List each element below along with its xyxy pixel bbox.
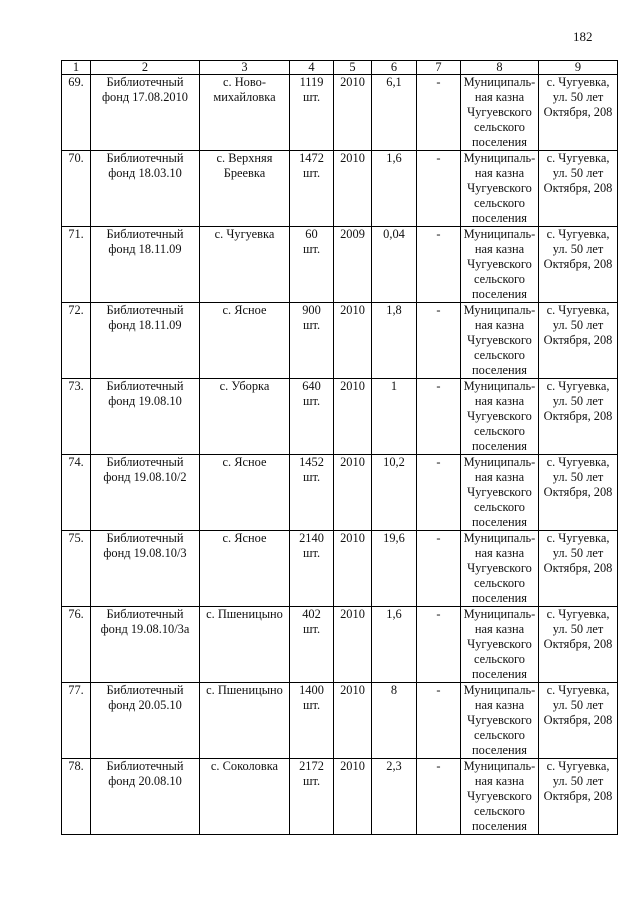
item-quantity-line: шт.: [302, 394, 321, 408]
item-address-line: с. Чугуевка,: [546, 75, 610, 89]
item-quantity-line: шт.: [302, 774, 321, 788]
item-address-line: Октября, 208: [543, 333, 613, 347]
item-name-line: фонд 19.08.10/2: [103, 470, 187, 484]
column-header: 6: [372, 61, 417, 75]
column-7-value: -: [417, 75, 461, 151]
item-owner-line: ная казна: [474, 622, 525, 636]
item-address: [539, 75, 618, 151]
item-address-line: Октября, 208: [543, 181, 613, 195]
item-name: [91, 607, 200, 683]
item-quantity-line: 1119: [299, 75, 324, 89]
item-address-line: ул. 50 лет: [552, 470, 604, 484]
item-address: [539, 379, 618, 455]
item-address-line: с. Чугуевка,: [546, 455, 610, 469]
item-name-line: фонд 18.11.09: [108, 318, 182, 332]
column-7-value: -: [417, 379, 461, 455]
item-location: [200, 531, 290, 607]
column-7-value: -: [417, 683, 461, 759]
item-value: 8: [372, 683, 417, 759]
item-owner-line: поселения: [472, 591, 527, 605]
item-location: [200, 759, 290, 835]
item-year: 2010: [334, 531, 372, 607]
item-owner-line: сельского: [473, 652, 526, 666]
column-7-value: -: [417, 455, 461, 531]
item-owner-line: поселения: [472, 819, 527, 833]
column-header: 5: [334, 61, 372, 75]
item-owner: [461, 151, 539, 227]
item-owner-line: Муниципаль-: [463, 531, 536, 545]
item-owner: [461, 607, 539, 683]
item-year: 2010: [334, 607, 372, 683]
item-quantity: [290, 531, 334, 607]
item-value: 2,3: [372, 759, 417, 835]
item-location: [200, 607, 290, 683]
item-name-line: фонд 17.08.2010: [101, 90, 188, 104]
table-row: [62, 455, 618, 531]
table-row: [62, 151, 618, 227]
row-number: 74.: [62, 455, 91, 531]
item-quantity-line: шт.: [302, 698, 321, 712]
item-address-line: ул. 50 лет: [552, 166, 604, 180]
item-value: 1: [372, 379, 417, 455]
item-owner-line: Муниципаль-: [463, 379, 536, 393]
item-owner-line: поселения: [472, 135, 527, 149]
item-name-line: Библиотечный: [106, 303, 184, 317]
item-owner: [461, 303, 539, 379]
item-owner-line: Чугуевского: [467, 485, 532, 499]
item-quantity-line: шт.: [302, 622, 321, 636]
item-value: 1,6: [372, 151, 417, 227]
row-number: 75.: [62, 531, 91, 607]
item-owner-line: сельского: [473, 348, 526, 362]
item-location-line: михайловка: [213, 90, 276, 104]
item-name-line: фонд 19.08.10: [108, 394, 182, 408]
item-address: [539, 227, 618, 303]
item-quantity-line: 2140: [299, 531, 324, 545]
item-quantity-line: шт.: [302, 166, 321, 180]
row-number: 78.: [62, 759, 91, 835]
item-owner-line: Чугуевского: [467, 637, 532, 651]
item-address: [539, 455, 618, 531]
item-location: [200, 683, 290, 759]
item-name-line: фонд 18.11.09: [108, 242, 182, 256]
column-7-value: -: [417, 151, 461, 227]
item-location-line: с. Ясное: [222, 455, 267, 469]
item-quantity-line: 402: [302, 607, 321, 621]
item-location-line: с. Уборка: [219, 379, 270, 393]
item-address-line: с. Чугуевка,: [546, 531, 610, 545]
row-number: 76.: [62, 607, 91, 683]
table-row: [62, 759, 618, 835]
column-header: 7: [417, 61, 461, 75]
item-owner-line: сельского: [473, 272, 526, 286]
item-name: [91, 75, 200, 151]
row-number: 72.: [62, 303, 91, 379]
item-address-line: Октября, 208: [543, 409, 613, 423]
item-address-line: с. Чугуевка,: [546, 379, 610, 393]
item-address-line: Октября, 208: [543, 637, 613, 651]
item-owner-line: Чугуевского: [467, 789, 532, 803]
item-name: [91, 455, 200, 531]
column-7-value: -: [417, 227, 461, 303]
item-owner: [461, 75, 539, 151]
header-row: [62, 61, 618, 75]
item-owner-line: Муниципаль-: [463, 455, 536, 469]
item-address: [539, 607, 618, 683]
item-name-line: Библиотечный: [106, 75, 184, 89]
item-quantity: [290, 455, 334, 531]
item-address: [539, 531, 618, 607]
item-location: [200, 75, 290, 151]
item-quantity-line: шт.: [302, 242, 321, 256]
item-year: 2010: [334, 455, 372, 531]
item-owner: [461, 531, 539, 607]
item-owner-line: ная казна: [474, 394, 525, 408]
item-name-line: Библиотечный: [106, 151, 184, 165]
table-row: [62, 683, 618, 759]
item-address-line: ул. 50 лет: [552, 622, 604, 636]
item-owner-line: Чугуевского: [467, 713, 532, 727]
item-address: [539, 303, 618, 379]
item-location-line: Бреевка: [223, 166, 266, 180]
table-row: [62, 607, 618, 683]
item-name-line: Библиотечный: [106, 455, 184, 469]
item-quantity-line: шт.: [302, 90, 321, 104]
item-name-line: фонд 20.05.10: [108, 698, 182, 712]
item-quantity: [290, 227, 334, 303]
item-quantity-line: 1472: [299, 151, 324, 165]
item-quantity-line: 2172: [299, 759, 324, 773]
item-owner-line: Муниципаль-: [463, 759, 536, 773]
item-address-line: с. Чугуевка,: [546, 683, 610, 697]
item-year: 2010: [334, 759, 372, 835]
item-owner-line: Чугуевского: [467, 105, 532, 119]
item-value: 6,1: [372, 75, 417, 151]
item-location-line: с. Пшеницыно: [206, 607, 283, 621]
item-year: 2009: [334, 227, 372, 303]
row-number: 70.: [62, 151, 91, 227]
item-location-line: с. Ясное: [222, 531, 267, 545]
item-name: [91, 531, 200, 607]
item-quantity-line: 60: [305, 227, 318, 241]
item-quantity-line: 640: [302, 379, 321, 393]
item-owner-line: ная казна: [474, 166, 525, 180]
item-location-line: с. Соколовка: [210, 759, 279, 773]
item-address-line: Октября, 208: [543, 561, 613, 575]
item-name-line: Библиотечный: [106, 379, 184, 393]
item-owner-line: ная казна: [474, 318, 525, 332]
item-value: 19,6: [372, 531, 417, 607]
table-row: [62, 75, 618, 151]
item-address-line: с. Чугуевка,: [546, 303, 610, 317]
item-quantity: [290, 379, 334, 455]
item-owner-line: сельского: [473, 728, 526, 742]
row-number: 69.: [62, 75, 91, 151]
item-address-line: ул. 50 лет: [552, 242, 604, 256]
item-name-line: фонд 19.08.10/3: [103, 546, 187, 560]
item-address-line: ул. 50 лет: [552, 546, 604, 560]
item-owner: [461, 227, 539, 303]
item-owner-line: поселения: [472, 743, 527, 757]
item-owner-line: Чугуевского: [467, 561, 532, 575]
table-row: [62, 227, 618, 303]
item-owner-line: сельского: [473, 500, 526, 514]
item-name: [91, 303, 200, 379]
item-address-line: Октября, 208: [543, 257, 613, 271]
item-year: 2010: [334, 379, 372, 455]
column-header: 2: [91, 61, 200, 75]
column-7-value: -: [417, 531, 461, 607]
item-quantity-line: шт.: [302, 470, 321, 484]
item-owner-line: сельского: [473, 576, 526, 590]
item-name: [91, 227, 200, 303]
item-owner-line: Чугуевского: [467, 333, 532, 347]
item-address: [539, 151, 618, 227]
item-location: [200, 227, 290, 303]
item-address-line: с. Чугуевка,: [546, 607, 610, 621]
item-quantity: [290, 683, 334, 759]
item-address-line: Октября, 208: [543, 105, 613, 119]
item-owner-line: поселения: [472, 515, 527, 529]
item-name: [91, 683, 200, 759]
item-owner-line: ная казна: [474, 546, 525, 560]
column-header: 8: [461, 61, 539, 75]
item-value: 10,2: [372, 455, 417, 531]
column-7-value: -: [417, 303, 461, 379]
item-value: 1,8: [372, 303, 417, 379]
item-year: 2010: [334, 151, 372, 227]
table-row: [62, 303, 618, 379]
item-location: [200, 303, 290, 379]
item-address-line: с. Чугуевка,: [546, 227, 610, 241]
item-owner: [461, 683, 539, 759]
page-number: 182: [573, 29, 593, 44]
item-address-line: с. Чугуевка,: [546, 759, 610, 773]
item-name-line: Библиотечный: [106, 607, 184, 621]
item-owner-line: поселения: [472, 287, 527, 301]
item-owner: [461, 455, 539, 531]
item-owner-line: Чугуевского: [467, 257, 532, 271]
item-owner-line: ная казна: [474, 242, 525, 256]
item-location: [200, 379, 290, 455]
item-value: 0,04: [372, 227, 417, 303]
column-header: 4: [290, 61, 334, 75]
item-address-line: Октября, 208: [543, 713, 613, 727]
item-name-line: фонд 20.08.10: [108, 774, 182, 788]
item-quantity-line: 1400: [299, 683, 324, 697]
item-location-line: с. Верхняя: [216, 151, 273, 165]
item-value: 1,6: [372, 607, 417, 683]
item-owner-line: поселения: [472, 363, 527, 377]
item-name-line: Библиотечный: [106, 227, 184, 241]
item-owner-line: сельского: [473, 196, 526, 210]
item-quantity: [290, 303, 334, 379]
property-table: [61, 60, 618, 835]
item-location-line: с. Чугуевка: [214, 227, 275, 241]
item-quantity: [290, 75, 334, 151]
column-header: 9: [539, 61, 618, 75]
item-location-line: с. Ясное: [222, 303, 267, 317]
item-owner-line: сельского: [473, 804, 526, 818]
item-name-line: фонд 19.08.10/3а: [100, 622, 190, 636]
table-row: [62, 531, 618, 607]
item-owner: [461, 379, 539, 455]
item-location: [200, 151, 290, 227]
column-7-value: -: [417, 759, 461, 835]
item-address-line: с. Чугуевка,: [546, 151, 610, 165]
row-number: 73.: [62, 379, 91, 455]
item-owner-line: Чугуевского: [467, 409, 532, 423]
item-address-line: Октября, 208: [543, 485, 613, 499]
item-name: [91, 379, 200, 455]
item-name: [91, 151, 200, 227]
item-owner-line: поселения: [472, 439, 527, 453]
item-address-line: ул. 50 лет: [552, 698, 604, 712]
item-address: [539, 683, 618, 759]
item-address-line: ул. 50 лет: [552, 774, 604, 788]
item-year: 2010: [334, 75, 372, 151]
item-owner-line: Муниципаль-: [463, 303, 536, 317]
item-quantity: [290, 151, 334, 227]
item-owner-line: Муниципаль-: [463, 151, 536, 165]
table-body: [62, 75, 618, 835]
item-owner-line: Муниципаль-: [463, 75, 536, 89]
item-quantity-line: шт.: [302, 546, 321, 560]
item-owner-line: сельского: [473, 424, 526, 438]
item-address-line: ул. 50 лет: [552, 90, 604, 104]
item-name: [91, 759, 200, 835]
item-address: [539, 759, 618, 835]
item-address-line: ул. 50 лет: [552, 318, 604, 332]
row-number: 77.: [62, 683, 91, 759]
item-address-line: ул. 50 лет: [552, 394, 604, 408]
item-name-line: фонд 18.03.10: [108, 166, 182, 180]
item-location: [200, 455, 290, 531]
column-header: 3: [200, 61, 290, 75]
item-year: 2010: [334, 683, 372, 759]
item-owner-line: Муниципаль-: [463, 227, 536, 241]
item-location-line: с. Пшеницыно: [206, 683, 283, 697]
item-owner-line: Муниципаль-: [463, 607, 536, 621]
item-owner-line: поселения: [472, 211, 527, 225]
item-quantity-line: шт.: [302, 318, 321, 332]
column-7-value: -: [417, 607, 461, 683]
item-owner-line: ная казна: [474, 698, 525, 712]
row-number: 71.: [62, 227, 91, 303]
item-name-line: Библиотечный: [106, 759, 184, 773]
item-owner: [461, 759, 539, 835]
item-owner-line: сельского: [473, 120, 526, 134]
item-name-line: Библиотечный: [106, 531, 184, 545]
item-owner-line: ная казна: [474, 774, 525, 788]
item-owner-line: ная казна: [474, 90, 525, 104]
item-owner-line: Чугуевского: [467, 181, 532, 195]
item-location-line: с. Ново-: [223, 75, 266, 89]
item-name-line: Библиотечный: [106, 683, 184, 697]
column-header: 1: [62, 61, 91, 75]
item-owner-line: Муниципаль-: [463, 683, 536, 697]
item-quantity-line: 1452: [299, 455, 324, 469]
table-row: [62, 379, 618, 455]
item-address-line: Октября, 208: [543, 789, 613, 803]
item-quantity-line: 900: [302, 303, 321, 317]
item-year: 2010: [334, 303, 372, 379]
item-quantity: [290, 759, 334, 835]
item-quantity: [290, 607, 334, 683]
item-owner-line: поселения: [472, 667, 527, 681]
item-owner-line: ная казна: [474, 470, 525, 484]
